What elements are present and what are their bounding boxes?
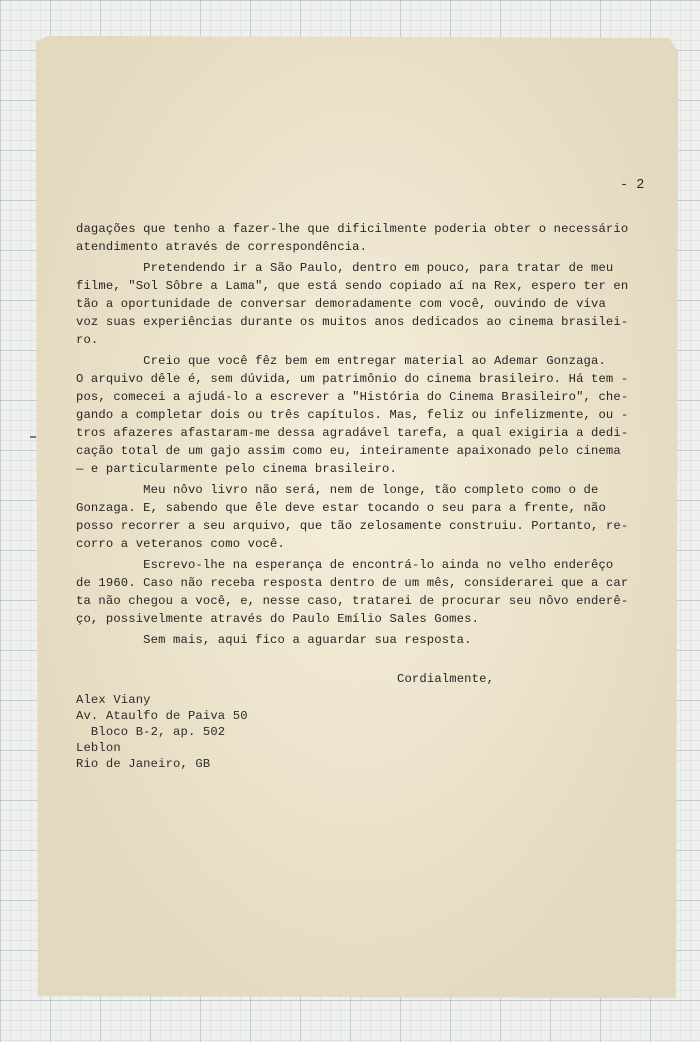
body-line: dagações que tenho a fazer-lhe que dificilmente poderia obter o necessário: [76, 222, 629, 236]
body-line: Gonzaga. E, sabendo que êle deve estar tocando o seu para a frente, não: [76, 501, 606, 515]
body-line: tros afazeres afastaram-me dessa agradável tarefa, a qual exigiria a dedi-: [76, 426, 629, 440]
margin-mark: [30, 436, 36, 438]
address-line: Bloco B-2, ap. 502: [76, 725, 226, 739]
body-line: Escrevo-lhe na esperança de encontrá-lo ainda no velho enderêço: [76, 558, 614, 572]
body-line: Creio que você fêz bem em entregar material ao Ademar Gonzaga.: [76, 354, 606, 368]
body-line: cação total de um gajo assim como eu, inteiramente apaixonado pelo cinema: [76, 444, 621, 458]
body-line: filme, "Sol Sôbre a Lama", que está sendo copiado aí na Rex, espero ter en: [76, 279, 629, 293]
body-line: ro.: [76, 333, 99, 347]
body-line: tão a oportunidade de conversar demoradamente com você, ouvindo de viva: [76, 297, 606, 311]
page-number: - 2: [620, 178, 645, 193]
address-line: Rio de Janeiro, GB: [76, 757, 211, 771]
body-line: Pretendendo ir a São Paulo, dentro em pouco, para tratar de meu: [76, 261, 614, 275]
body-line: — e particularmente pelo cinema brasileiro.: [76, 462, 397, 476]
body-line: gando a completar dois ou três capítulos. Mas, feliz ou infelizmente, ou -: [76, 408, 629, 422]
address-line: Alex Viany: [76, 693, 151, 707]
closing: Cordialmente,: [397, 672, 495, 686]
body-line: de 1960. Caso não receba resposta dentro de um mês, considerarei que a car: [76, 576, 629, 590]
body-line: pos, comecei a ajudá-lo a escrever a "História do Cinema Brasileiro", che-: [76, 390, 629, 404]
body-line: ço, possivelmente através do Paulo Emílio Sales Gomes.: [76, 612, 480, 626]
body-line: O arquivo dêle é, sem dúvida, um patrimônio do cinema brasileiro. Há tem -: [76, 372, 629, 386]
body-line: ta não chegou a você, e, nesse caso, tratarei de procurar seu nôvo enderê-: [76, 594, 629, 608]
address-line: Av. Ataulfo de Paiva 50: [76, 709, 248, 723]
body-line: Sem mais, aqui fico a aguardar sua resposta.: [76, 633, 472, 647]
body-line: corro a veteranos como você.: [76, 537, 285, 551]
body-line: posso recorrer a seu arquivo, que tão zelosamente construiu. Portanto, re-: [76, 519, 629, 533]
body-line: atendimento através de correspondência.: [76, 240, 368, 254]
address-line: Leblon: [76, 741, 121, 755]
body-line: voz suas experiências durante os muitos anos dedicados ao cinema brasilei-: [76, 315, 629, 329]
body-line: Meu nôvo livro não será, nem de longe, tão completo como o de: [76, 483, 599, 497]
